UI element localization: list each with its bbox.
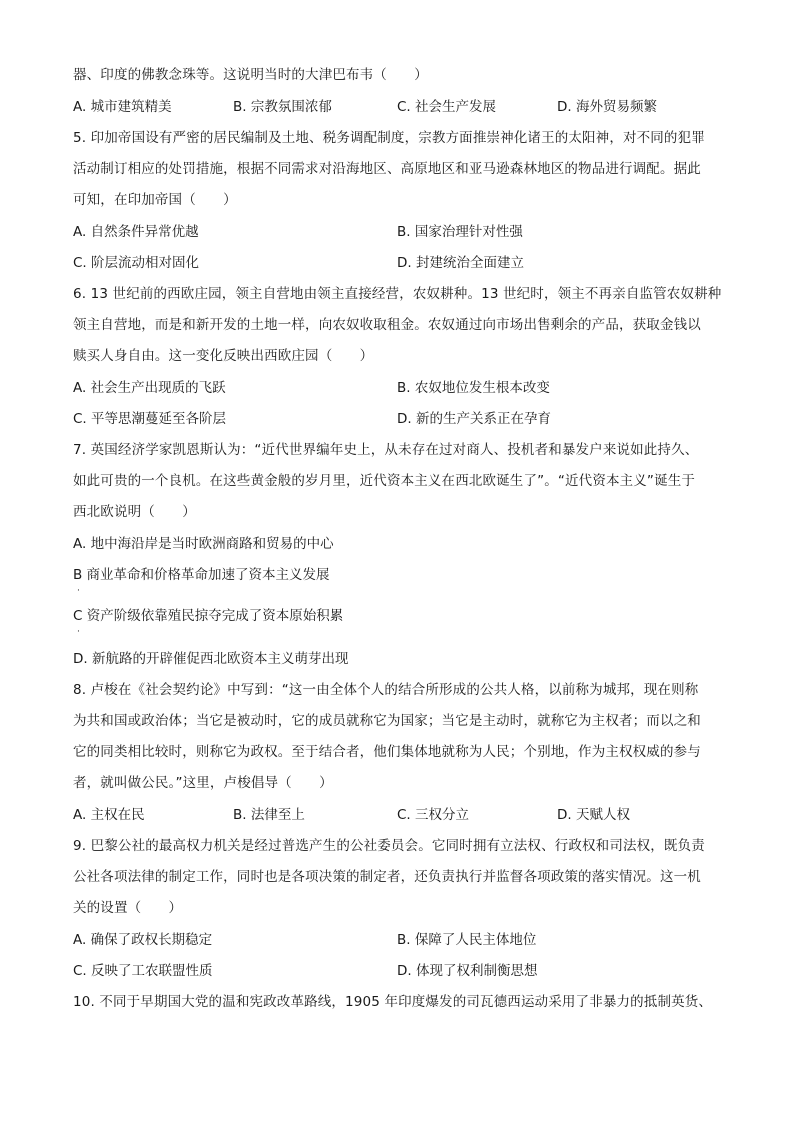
q9-stem-line-3: 关的设置（ ） [73, 900, 183, 916]
q5-option-c[interactable]: C. 阶层流动相对固化 [73, 255, 200, 271]
q6-option-c[interactable]: C. 平等思潮蔓延至各阶层 [73, 411, 227, 427]
q9-option-d[interactable]: D. 体现了权利制衡思想 [397, 963, 538, 979]
q7-stem-line-2: 如此可贵的一个良机。在这些黄金般的岁月里，近代资本主义在西北欧诞生了”。“近代资本主义”诞生于 [73, 473, 696, 489]
q5-option-a[interactable]: A. 自然条件异常优越 [73, 224, 199, 240]
q7-stem-line-1: 7. 英国经济学家凯恩斯认为：“近代世界编年史上，从未存在过对商人、投机者和暴发户来说如此持久、 [73, 442, 699, 458]
q7-option-a[interactable]: A. 地中海沿岸是当时欧洲商路和贸易的中心 [73, 536, 334, 552]
q4-option-b[interactable]: B. 宗教氛围浓郁 [233, 99, 332, 115]
q7-option-d[interactable]: D. 新航路的开辟催促西北欧资本主义萌芽出现 [73, 651, 349, 667]
q6-stem-line-1: 6. 13 世纪前的西欧庄园，领主自营地由领主直接经营，农奴耕种。13 世纪时，领主不再亲自监管农奴耕种 [73, 286, 722, 302]
q8-option-c[interactable]: C. 三权分立 [397, 807, 470, 823]
q8-option-d[interactable]: D. 天赋人权 [557, 807, 630, 823]
q9-option-b[interactable]: B. 保障了人民主体地位 [397, 932, 537, 948]
q5-option-b[interactable]: B. 国家治理针对性强 [397, 224, 523, 240]
scan-dot-mark: · [77, 627, 80, 637]
q4-stem: 器、印度的佛教念珠等。这说明当时的大津巴布韦（ ） [73, 67, 428, 83]
q6-option-d[interactable]: D. 新的生产关系正在孕育 [397, 411, 551, 427]
q7-option-c[interactable]: C 资产阶级依靠殖民掠夺完成了资本原始积累 [73, 608, 344, 624]
q5-stem-line-1: 5. 印加帝国设有严密的居民编制及土地、税务调配制度，宗教方面推崇神化诸王的太阳神，对不同的犯罪 [73, 130, 705, 146]
q7-stem-line-3: 西北欧说明（ ） [73, 504, 196, 520]
q6-stem-line-3: 赎买人身自由。这一变化反映出西欧庄园（ ） [73, 348, 374, 364]
q5-stem-line-3: 可知，在印加帝国（ ） [73, 192, 237, 208]
q9-option-c[interactable]: C. 反映了工农联盟性质 [73, 963, 213, 979]
q4-option-c[interactable]: C. 社会生产发展 [397, 99, 497, 115]
q9-stem-line-2: 公社各项法律的制定工作，同时也是各项决策的制定者，还负责执行并监督各项政策的落实情况。这一机 [73, 869, 701, 885]
q9-option-a[interactable]: A. 确保了政权长期稳定 [73, 932, 213, 948]
q8-option-b[interactable]: B. 法律至上 [233, 807, 305, 823]
q6-option-b[interactable]: B. 农奴地位发生根本改变 [397, 380, 550, 396]
scan-dot-mark: · [77, 586, 80, 596]
q8-stem-line-4: 者，就叫做公民。”这里，卢梭倡导（ ） [73, 775, 333, 791]
q6-option-a[interactable]: A. 社会生产出现质的飞跃 [73, 380, 226, 396]
q7-option-b[interactable]: B 商业革命和价格革命加速了资本主义发展 [73, 567, 330, 583]
q5-option-d[interactable]: D. 封建统治全面建立 [397, 255, 524, 271]
q9-stem-line-1: 9. 巴黎公社的最高权力机关是经过普选产生的公社委员会。它同时拥有立法权、行政权和司法权，既负责 [73, 838, 705, 854]
q6-stem-line-2: 领主自营地，而是和新开发的土地一样，向农奴收取租金。农奴通过向市场出售剩余的产品，获取金钱以 [73, 317, 701, 333]
q8-option-a[interactable]: A. 主权在民 [73, 807, 145, 823]
q10-stem-line-1: 10. 不同于早期国大党的温和宪政改革路线，1905 年印度爆发的司瓦德西运动采用了非暴力的抵制英货、 [73, 994, 713, 1010]
q8-stem-line-2: 为共和国或政治体；当它是被动时，它的成员就称它为国家；当它是主动时，就称它为主权者；而以之和 [73, 713, 701, 729]
q4-option-d[interactable]: D. 海外贸易频繁 [557, 99, 657, 115]
q4-option-a[interactable]: A. 城市建筑精美 [73, 99, 172, 115]
q5-stem-line-2: 活动制订相应的处罚措施，根据不同需求对沿海地区、高原地区和亚马逊森林地区的物品进行调配。据此 [73, 161, 701, 177]
q8-stem-line-3: 它的同类相比较时，则称它为政权。至于结合者，他们集体地就称为人民；个别地，作为主权权威的参与 [73, 744, 701, 760]
q8-stem-line-1: 8. 卢梭在《社会契约论》中写到：“这一由全体个人的结合所形成的公共人格，以前称为城邦，现在则称 [73, 682, 699, 698]
